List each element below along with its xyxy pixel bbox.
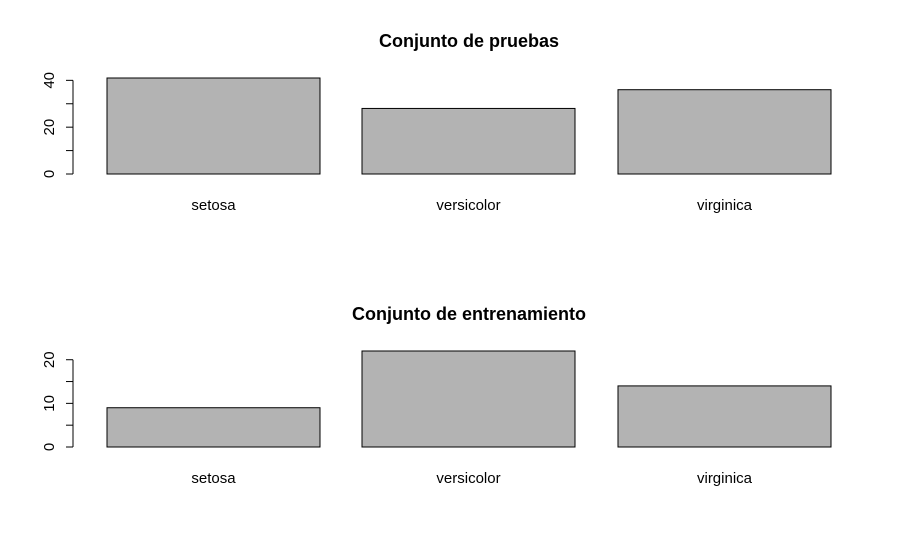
bar-setosa [107,78,320,174]
chart-panel-entrenamiento [41,304,831,487]
y-tick-label: 0 [41,169,58,179]
x-tick-label: versicolor [436,470,501,487]
chart-title: Conjunto de pruebas [379,31,559,51]
bar-virginica [618,386,831,447]
y-tick-label: 20 [41,351,58,369]
bar-versicolor [362,351,575,447]
chart-panel-pruebas [41,31,831,214]
y-tick-label: 20 [41,118,58,136]
x-tick-label: setosa [191,197,236,214]
y-tick-label: 0 [41,442,58,452]
bar-virginica [618,90,831,174]
chart-title: Conjunto de entrenamiento [352,304,586,324]
x-tick-label: versicolor [436,197,501,214]
bar-versicolor [362,108,575,174]
y-tick-label: 40 [41,71,58,89]
x-tick-label: virginica [696,197,753,214]
x-tick-label: setosa [191,470,236,487]
x-tick-label: virginica [696,470,753,487]
y-tick-label: 10 [41,395,58,412]
bar-setosa [107,408,320,447]
